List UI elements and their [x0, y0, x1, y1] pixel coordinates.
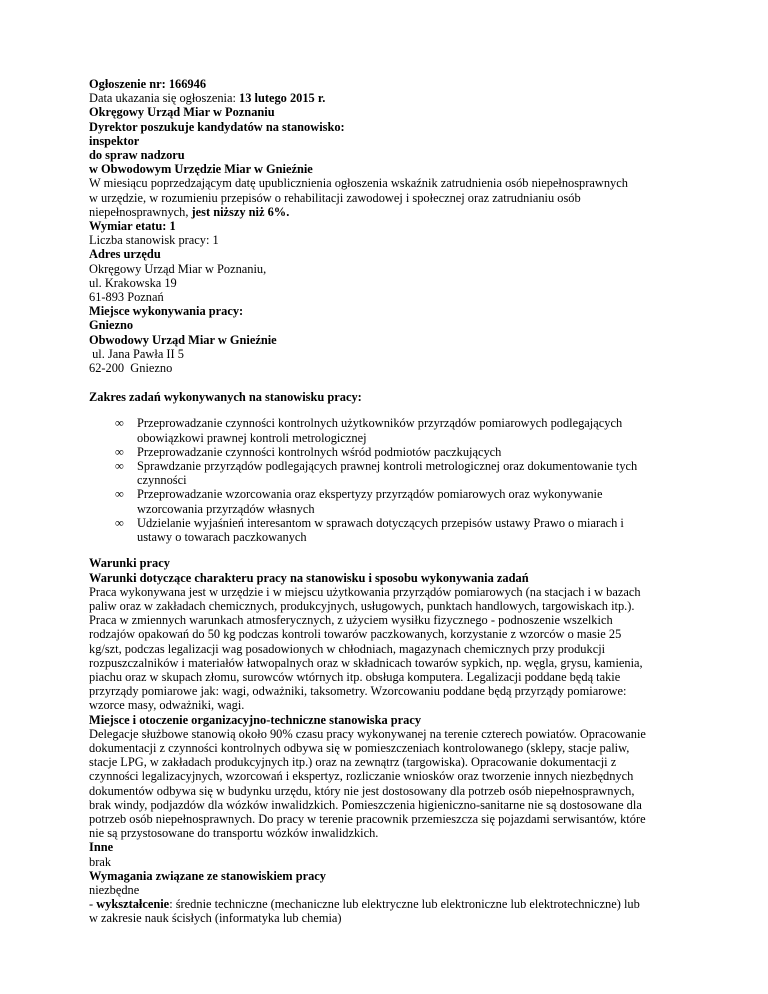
task-line: wzorcowania przyrządów własnych [137, 501, 315, 516]
conditions-env-heading: Miejsce i otoczenie organizacyjno-techniczne stanowiska pracy [89, 712, 422, 727]
disability-rate: jest niższy niż 6% [191, 204, 287, 219]
paragraph-line: potrzeb osób niepełnosprawnych. Do pracy w terenie pracownik przemieszcza się pojazdami serwisantów, które [89, 811, 646, 826]
paragraph-line: dokumentacji z czynności kontrolnych odbywa się w pomieszczeniach kontrolowanego (sklepy, stacje paliw, [89, 740, 630, 755]
task-line: obowiązkowi prawnej kontroli metrologicznej [137, 430, 367, 445]
fte: Wymiar etatu: 1 [89, 219, 176, 234]
tasks-heading: Zakres zadań wykonywanych na stanowisku pracy: [89, 390, 362, 405]
position-department: do spraw nadzoru [89, 148, 185, 163]
education-text: : średnie techniczne (mechaniczne lub elektryczne lub elektroniczne lub elektrotechniczne) lub [169, 897, 640, 912]
list-item [115, 459, 689, 488]
paragraph-line: Praca w zmiennych warunkach atmosferycznych, z użyciem wysiłku fizycznego - podnoszenie wszelkich [89, 613, 613, 628]
publication-date [89, 91, 689, 105]
infinity-bullet-icon: ∞ [115, 444, 124, 459]
paragraph-line: przyrządy pomiarowe jak: wagi, odważniki, taksometry. Wzorcowaniu poddane będą przyrządy pomiarowe: [89, 684, 627, 699]
task-line: Przeprowadzanie wzorcowania oraz ekspertyzy przyrządów pomiarowych oraz wykonywanie [137, 487, 603, 502]
conditions-nature-heading: Warunki dotyczące charakteru pracy na stanowisku i sposobu wykonywania zadań [89, 570, 529, 585]
workplace-street: ul. Jana Pawła II 5 [89, 346, 184, 361]
infinity-bullet-icon: ∞ [115, 459, 124, 474]
announcement-number: Ogłoszenie nr: 166946 [89, 77, 207, 91]
task-line: Przeprowadzanie czynności kontrolnych użytkowników przyrządów pomiarowych podlegających [137, 416, 623, 431]
infinity-bullet-icon: ∞ [115, 487, 124, 502]
address-line-3: 61-893 Poznań [89, 290, 164, 305]
education-requirement [89, 897, 689, 911]
list-item [115, 487, 689, 516]
list-item [115, 515, 689, 545]
paragraph-line: brak windy, podjazdów dla wózków inwalidzkich. Pomieszczenia higieniczno-sanitarne nie są dostosowane dla [89, 797, 642, 812]
education-label: wykształcenie [96, 897, 170, 912]
positions-count: Liczba stanowisk pracy: 1 [89, 233, 219, 248]
paragraph-line: stacje LPG, w zakładach produkcyjnych itp.) oraz na zewnątrz (targowiska). Opracowanie dokumentacji z [89, 755, 617, 770]
list-item [115, 444, 689, 459]
disability-text-2: w urzędzie, w rozumieniu przepisów o rehabilitacji zawodowej i społecznej oraz zatrudnianiu osób [89, 190, 581, 205]
workplace-office: Obwodowy Urząd Miar w Gnieźnie [89, 332, 277, 347]
infinity-bullet-icon: ∞ [115, 515, 124, 530]
workplace-city: Gniezno [89, 318, 134, 333]
office-name: Okręgowy Urząd Miar w Poznaniu [89, 105, 275, 120]
director-search: Dyrektor poszukuje kandydatów na stanowisko: [89, 119, 345, 134]
paragraph-line: czynności legalizacyjnych, wzorcowań i ekspertyz, rozliczanie wniosków oraz tworzenie innych niezbędnych [89, 769, 634, 784]
position-title: inspektor [89, 133, 140, 148]
address-heading: Adres urzędu [89, 247, 161, 262]
address-line-2: ul. Krakowska 19 [89, 275, 177, 290]
other-heading: Inne [89, 840, 114, 855]
paragraph-line: rozpuszczalników i materiałów łatwopalnych oraz w składnicach towarów sypkich, np. węgla, grysu, kamienia, [89, 655, 643, 670]
education-requirement-cont: w zakresie nauk ścisłych (informatyka lub chemia) [89, 911, 342, 926]
requirements-heading: Wymagania związane ze stanowiskiem pracy [89, 868, 327, 883]
other-value: brak [89, 854, 112, 869]
address-line-1: Okręgowy Urząd Miar w Poznaniu, [89, 261, 267, 276]
task-line: czynności [137, 473, 187, 488]
publication-date-value: 13 lutego 2015 r. [239, 91, 326, 106]
task-line: Sprawdzanie przyrządów podlegających prawnej kontroli metrologicznej oraz dokumentowanie tych [137, 459, 638, 474]
paragraph-line: nie są przystosowane do transportu wózków inwalidzkich. [89, 826, 379, 841]
disability-text-3c: . [286, 204, 290, 219]
workplace-postal: 62-200 Gniezno [89, 361, 173, 376]
paragraph-line: Delegacje służbowe stanowią około 90% czasu pracy wykonywanej na terenie czterech powiatów. Opracowanie [89, 726, 646, 741]
infinity-bullet-icon: ∞ [115, 416, 124, 431]
education-prefix: - [89, 897, 97, 912]
paragraph-line: dokumentów odbywa się w budynku urzędu, który nie jest dostosowany dla potrzeb osób niepełnosprawnych, [89, 783, 635, 798]
paragraph-line: paliw oraz w zakładach chemicznych, produkcyjnych, usługowych, punktach handlowych, targowiskach itp.). [89, 598, 635, 613]
workplace-heading: Miejsce wykonywania pracy: [89, 304, 244, 319]
task-line: ustawy o towarach paczkowanych [137, 530, 307, 545]
paragraph-line: kg/szt, podczas legalizacji wag posadowionych w chłodniach, magazynach chemicznych przy produkcji [89, 641, 606, 656]
paragraph-line: piachu oraz w skupach złomu, surowców wtórnych itp. obsługa komputera. Legalizacji poddane będą takie [89, 669, 621, 684]
paragraph-line: rodzajów opakowań do 50 kg podczas kontroli towarów paczkowanych, korzystanie z wzorców o masie 25 [89, 627, 622, 642]
paragraph-line: wzorce masy, odważniki, wagi. [89, 698, 245, 713]
requirements-necessary: niezbędne [89, 882, 140, 897]
task-line: Przeprowadzanie czynności kontrolnych wśród podmiotów paczkujących [137, 444, 502, 459]
conditions-heading: Warunki pracy [89, 556, 170, 571]
list-item [115, 416, 689, 445]
job-announcement [89, 77, 689, 926]
disability-text-3 [89, 205, 689, 219]
disability-text-3a: niepełnosprawnych, [89, 204, 192, 219]
position-office: w Obwodowym Urzędzie Miar w Gnieźnie [89, 162, 313, 177]
task-line: Udzielanie wyjaśnień interesantom w sprawach dotyczących przepisów ustawy Prawo o miarach i [137, 515, 624, 530]
tasks-list [89, 416, 689, 544]
publication-date-label: Data ukazania się ogłoszenia: [89, 91, 240, 106]
disability-text-1: W miesiącu poprzedzającym datę upublicznienia ogłoszenia wskaźnik zatrudnienia osób niepełnosprawnych [89, 176, 628, 191]
paragraph-line: Praca wykonywana jest w urzędzie i w miejscu użytkowania przyrządów pomiarowych (na stacjach i w bazach [89, 584, 641, 599]
